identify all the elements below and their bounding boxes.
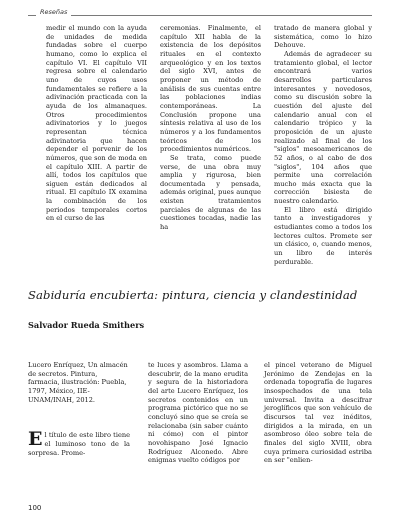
paragraph: El libro está dirigido tanto a investigadores y estudiantes como a todos los lectores cultos. Promete ser un clásico, o, cuando menos, un libro de interés perdurable. (274, 205, 372, 266)
book-citation: Lucero Enríquez, Un almacén de secretos. Pintura, farmacia, ilustración: Puebla, 1797, México, IIE-UNAM/INAH, 2012. (28, 361, 128, 404)
paragraph: el pincel veterano de Miguel Jerónimo de Zendejas en la ordenada topografía de lugares insospechados de una tela universal. Invita a descifrar jeroglíficos que son vehículo de discursos tal vez inéditos, dirigidos a la mirada, en un asombroso óleo sobre tela de finales del siglo XVIII, obra cuya primera curiosidad estriba en ser "enlien- (264, 361, 372, 465)
new-review-body (28, 361, 372, 493)
text-column-3 (274, 24, 372, 266)
paragraph: te luces y asombros. Llama a descubrir, de la mano erudita y segura de la historiadora del arte Lucero Enríquez, los secretos contenidos en un programa pictórico que no se concluyó sino que se creía se relacionaba (sin saber cuánto ni cómo) con el pintor novohispano José Ignacio Rodríguez Alconedo. Abre enigmas vuelto códigos por (148, 361, 248, 465)
paragraph: ceremonias. Finalmente, el capítulo XII habla de la existencia de los depósitos rituales en el contexto arqueológico y en los textos del siglo XVI, antes de proponer un método de análisis de sus cuentas entre las poblaciones indias contemporáneas. La Conclusión propone una síntesis relativa al uso de los números y a los fundamentos teóricos de los procedimientos numéricos. (160, 24, 261, 154)
text-column-1 (46, 24, 147, 223)
text-column-2 (148, 361, 248, 465)
text-column-3 (264, 361, 372, 465)
paragraph: tratado de manera global y sistemática, como lo hizo Dehouve. (274, 24, 372, 50)
section-label: Reseñas (36, 8, 71, 16)
running-head (28, 6, 372, 20)
paragraph: medir el mundo con la ayuda de unidades de medida fundadas sobre el cuerpo humano, como lo explica el capítulo VI. El capítulo VII regresa sobre el calendario uno de cuyos usos fundamentales se refiere a la adivinación practicada con la ayuda de los almanaques. Otros procedimientos adivinatorios y lo juegos representan técnica adivinatoria que hacen depender el porvenir de los números, que son de moda en el capítulo XIII. A partir de allí, todos los capítulos que siguen están dedicados al ritual. El capítulo IX examina la combinación de los periodos temporales cortos en el curso de las (46, 24, 147, 223)
paragraph: Además de agradecer su tratamiento global, el lector encontrará varios desarrollos particulares interesantes y novedosos, como su discusión sobre la cuestión del ajuste del calendario anual con el calendario trópico y la proposición de un ajuste realizado al final de los "siglos" mesoamericanos de 52 años, o al cabo de dos "siglos", 104 años que permite una correlación mucho más exacta que la corrección bisiesta de nuestro calendario. (274, 49, 372, 206)
running-head-rule (28, 15, 372, 16)
review-title: Sabiduría encubierta: pintura, ciencia y clandestinidad (28, 288, 358, 302)
text-column-1 (28, 361, 130, 457)
review-author: Salvador Rueda Smithers (28, 320, 145, 330)
text-column-2 (160, 24, 261, 232)
lede-paragraph (28, 428, 130, 457)
paragraph: Se trata, como puede verse, de una obra muy amplia y rigurosa, bien documentada y pensada, además original, pues aunque existen tratamientos parciales de algunas de las cuestiones tocadas, nadie las ha (160, 153, 261, 232)
drop-cap: E (28, 428, 43, 451)
lede-text: l título de este libro tiene el luminoso tono de la sorpresa. Prome- (28, 431, 130, 457)
previous-review-continuation (28, 24, 372, 266)
page-number: 100 (28, 504, 42, 512)
